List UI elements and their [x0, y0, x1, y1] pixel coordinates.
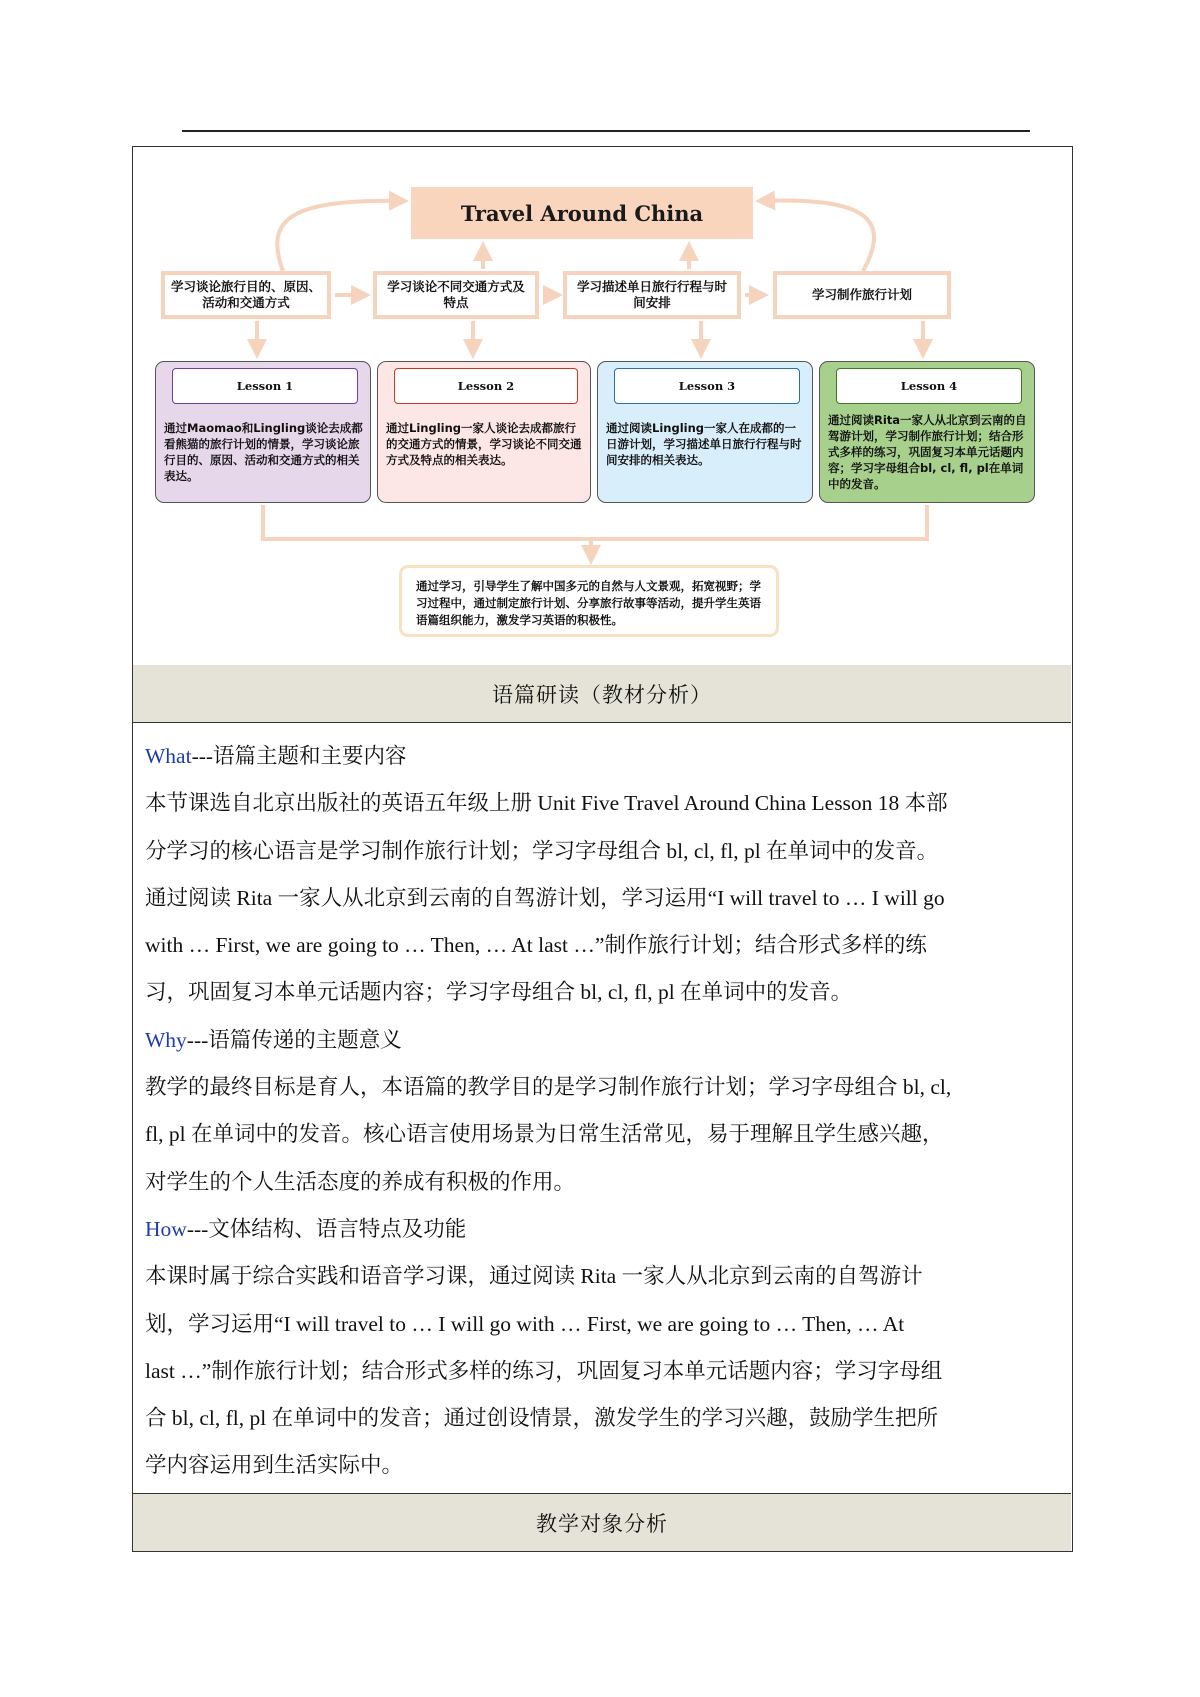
lesson-card-2 [377, 361, 591, 503]
paragraph-line: 本节课选自北京出版社的英语五年级上册 Unit Five Travel Around China Lesson 18 本部 [145, 791, 948, 816]
lesson-card-3 [597, 361, 813, 503]
lesson-label: Lesson 3 [614, 368, 800, 404]
header-rule [182, 130, 1030, 132]
lesson-description: 通过阅读Rita一家人从北京到云南的自驾游计划，学习制作旅行计划；结合形式多样的练习，巩固复习本单元话题内容；学习字母组合bl, cl, fl, pl在单词中的发音。 [828, 413, 1027, 491]
paragraph-line: last …”制作旅行计划；结合形式多样的练习，巩固复习本单元话题内容；学习字母组 [145, 1358, 943, 1383]
why-keyword: Why [145, 1027, 187, 1052]
lesson-label: Lesson 1 [172, 368, 358, 404]
what-title: ---语篇主题和主要内容 [191, 744, 407, 768]
text-analysis-body [145, 733, 1065, 1490]
lesson-label: Lesson 2 [394, 368, 578, 404]
step-box-2: 学习谈论不同交通方式及特点 [373, 271, 539, 319]
diagram-title: Travel Around China [411, 187, 753, 239]
lesson-plan-table [132, 146, 1073, 1552]
lesson-description: 通过Maomao和Lingling谈论去成都看熊猫的旅行计划的情景，学习谈论旅行目的、原因、活动和交通方式的相关表达。 [164, 421, 363, 483]
paragraph-line: 教学的最终目标是育人，本语篇的教学目的是学习制作旅行计划；学习字母组合 bl, cl, [145, 1075, 952, 1100]
summary-box: 通过学习，引导学生了解中国多元的自然与人文景观，拓宽视野；学习过程中，通过制定旅行计划、分享旅行故事等活动，提升学生英语语篇组织能力，激发学习英语的积极性。 [399, 565, 779, 637]
what-heading [145, 733, 1065, 780]
lesson-label: Lesson 4 [836, 368, 1022, 404]
paragraph-line: 对学生的个人生活态度的养成有积极的作用。 [145, 1169, 576, 1194]
bottom-bracket [263, 505, 927, 539]
why-title: ---语篇传递的主题意义 [186, 1027, 402, 1052]
paragraph-line: 本课时属于综合实践和语音学习课，通过阅读 Rita 一家人从北京到云南的自驾游计 [145, 1264, 923, 1289]
how-title: ---文体结构、语言特点及功能 [186, 1216, 467, 1241]
lesson-card-1 [155, 361, 371, 503]
lesson-description: 通过阅读Lingling一家人在成都的一日游计划，学习描述单日旅行行程与时间安排的相关表达。 [606, 421, 802, 467]
paragraph-line: fl, pl 在单词中的发音。核心语言使用场景为日常生活常见，易于理解且学生感兴趣， [145, 1122, 944, 1147]
paragraph-line: 通过阅读 Rita 一家人从北京到云南的自驾游计划，学习运用“I will travel to … I will go [145, 885, 945, 910]
section-header-text-analysis: 语篇研读（教材分析） [133, 665, 1071, 723]
paragraph-line: 习，巩固复习本单元话题内容；学习字母组合 bl, cl, fl, pl 在单词中的发音。 [145, 980, 853, 1005]
paragraph-line: 分学习的核心语言是学习制作旅行计划；学习字母组合 bl, cl, fl, pl 在单词中的发音。 [145, 838, 939, 863]
why-heading [145, 1017, 1065, 1064]
step-box-3: 学习描述单日旅行行程与时间安排 [563, 271, 741, 319]
unit-structure-diagram [133, 147, 1071, 666]
paragraph-line: 合 bl, cl, fl, pl 在单词中的发音；通过创设情景，激发学生的学习兴趣，鼓励学生把所 [145, 1406, 939, 1431]
how-keyword: How [145, 1216, 187, 1241]
lesson-description: 通过Lingling一家人谈论去成都旅行的交通方式的情景，学习谈论不同交通方式及特点的相关表达。 [386, 421, 582, 467]
step-box-4: 学习制作旅行计划 [773, 271, 951, 319]
paragraph-line: 划，学习运用“I will travel to … I will go with … First, we are going to … Then, … At [145, 1311, 905, 1336]
section-header-learner-analysis: 教学对象分析 [133, 1493, 1071, 1551]
step-box-1: 学习谈论旅行目的、原因、活动和交通方式 [161, 271, 331, 319]
curve-arrow-left [277, 201, 405, 271]
what-keyword: What [145, 744, 192, 768]
paragraph-line: with … First, we are going to … Then, … At last …”制作旅行计划；结合形式多样的练 [145, 933, 927, 958]
lesson-card-4 [819, 361, 1035, 503]
curve-arrow-right [759, 201, 874, 271]
paragraph-line: 学内容运用到生活实际中。 [145, 1453, 404, 1478]
how-heading [145, 1206, 1065, 1253]
